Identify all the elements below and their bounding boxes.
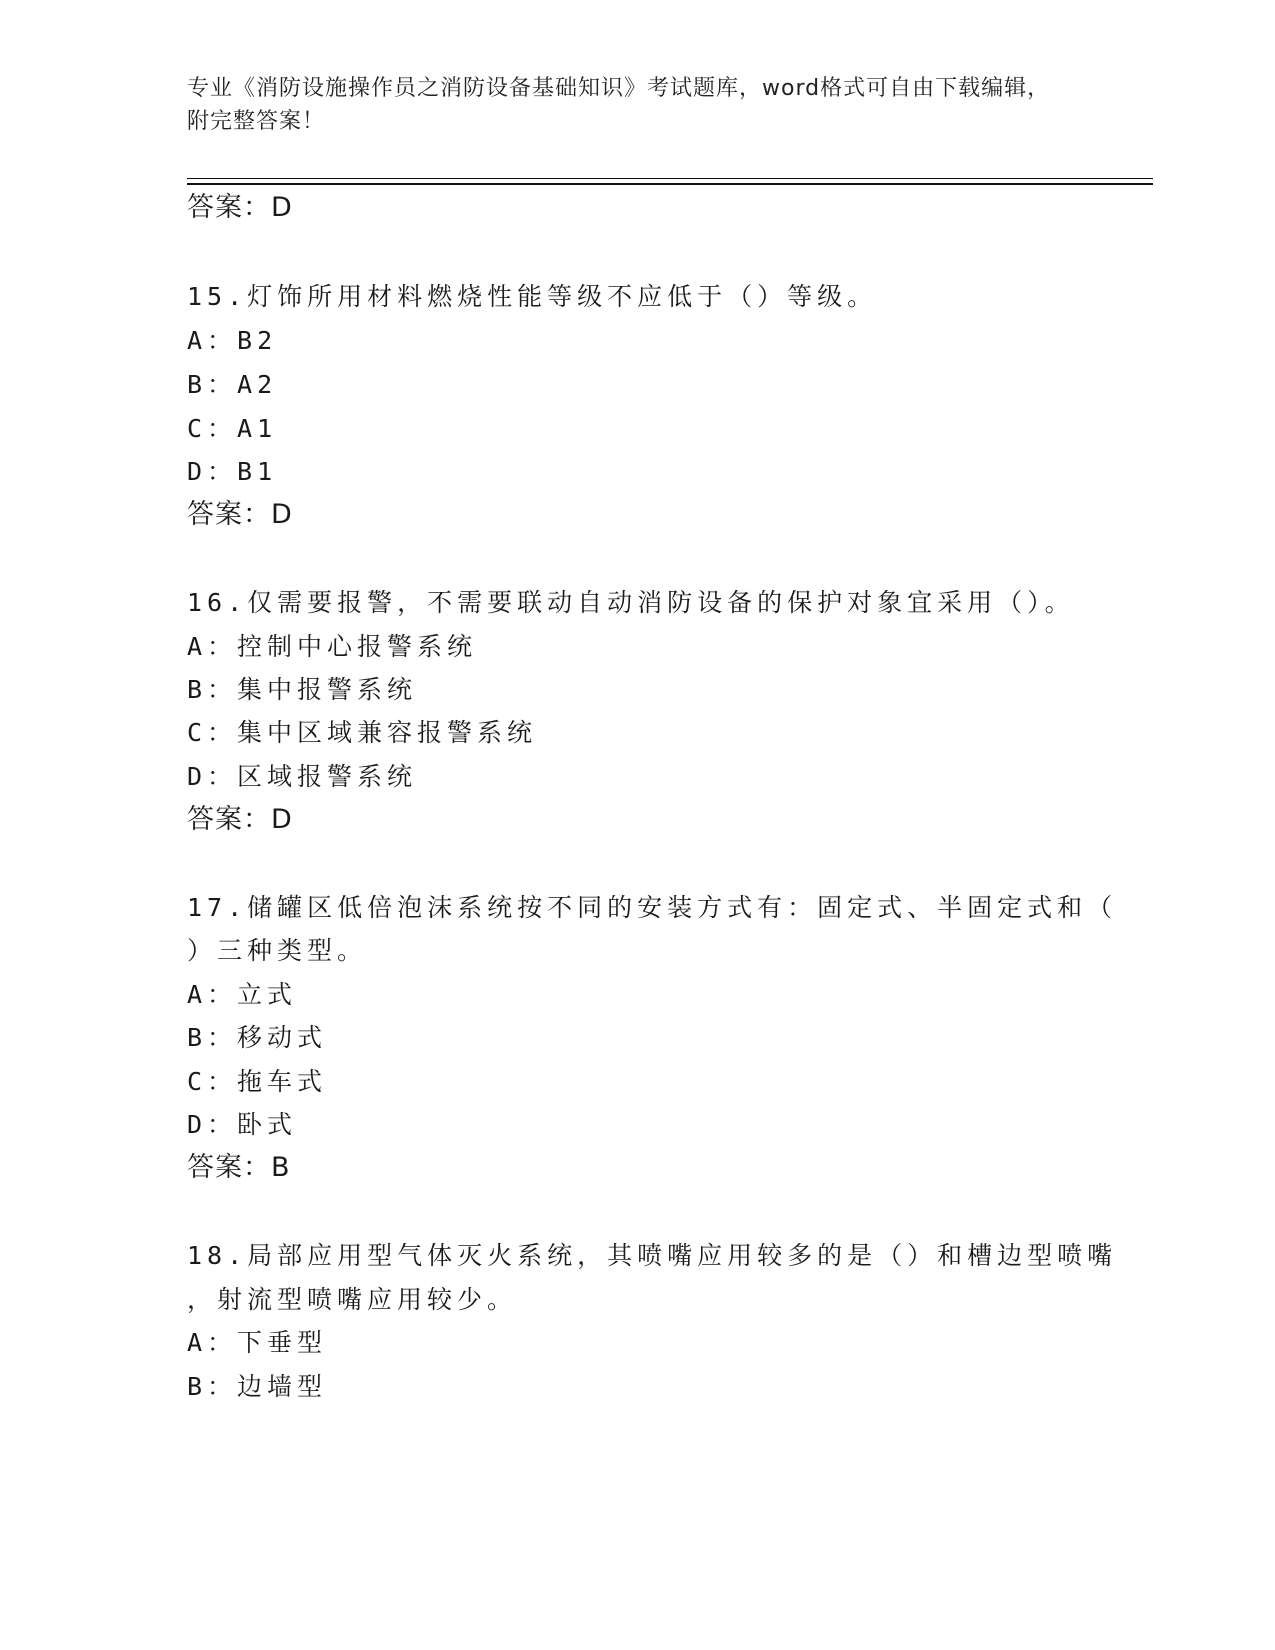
option-a: A：立式 — [187, 980, 298, 1009]
option-d: D：B1 — [187, 457, 278, 486]
question-stem-continued: ，射流型喷嘴应用较少。 — [187, 1285, 518, 1314]
answer-line: 答案：D — [187, 192, 293, 223]
header-rule — [187, 178, 1153, 179]
option-a: A：控制中心报警系统 — [187, 632, 478, 661]
option-b: B：移动式 — [187, 1023, 328, 1052]
option-c: C：A1 — [187, 414, 278, 443]
question-stem: 17.储罐区低倍泡沫系统按不同的安装方式有：固定式、半固定式和（ — [187, 893, 1118, 922]
option-a: A：下垂型 — [187, 1328, 328, 1357]
question-stem: 15.灯饰所用材料燃烧性能等级不应低于（）等级。 — [187, 282, 878, 311]
header-rule-thick — [187, 183, 1153, 185]
option-a: A：B2 — [187, 326, 278, 355]
question-stem-continued: ）三种类型。 — [187, 936, 368, 965]
option-b: B：边墙型 — [187, 1372, 328, 1401]
question-stem: 18.局部应用型气体灭火系统，其喷嘴应用较多的是（）和槽边型喷嘴 — [187, 1241, 1118, 1270]
page-header: 专业《消防设施操作员之消防设备基础知识》考试题库，word格式可自由下载编辑，附完整答案！ — [187, 76, 1051, 134]
option-c: C：集中区域兼容报警系统 — [187, 718, 538, 747]
answer-line: 答案：D — [187, 804, 293, 835]
answer-line: 答案：D — [187, 499, 293, 530]
option-b: B：A2 — [187, 370, 278, 399]
option-c: C：拖车式 — [187, 1067, 328, 1096]
question-stem: 16.仅需要报警，不需要联动自动消防设备的保护对象宜采用（）。 — [187, 588, 1075, 617]
option-d: D：区域报警系统 — [187, 762, 418, 791]
answer-line: 答案：B — [187, 1152, 291, 1183]
option-d: D：卧式 — [187, 1110, 298, 1139]
option-b: B：集中报警系统 — [187, 675, 418, 704]
